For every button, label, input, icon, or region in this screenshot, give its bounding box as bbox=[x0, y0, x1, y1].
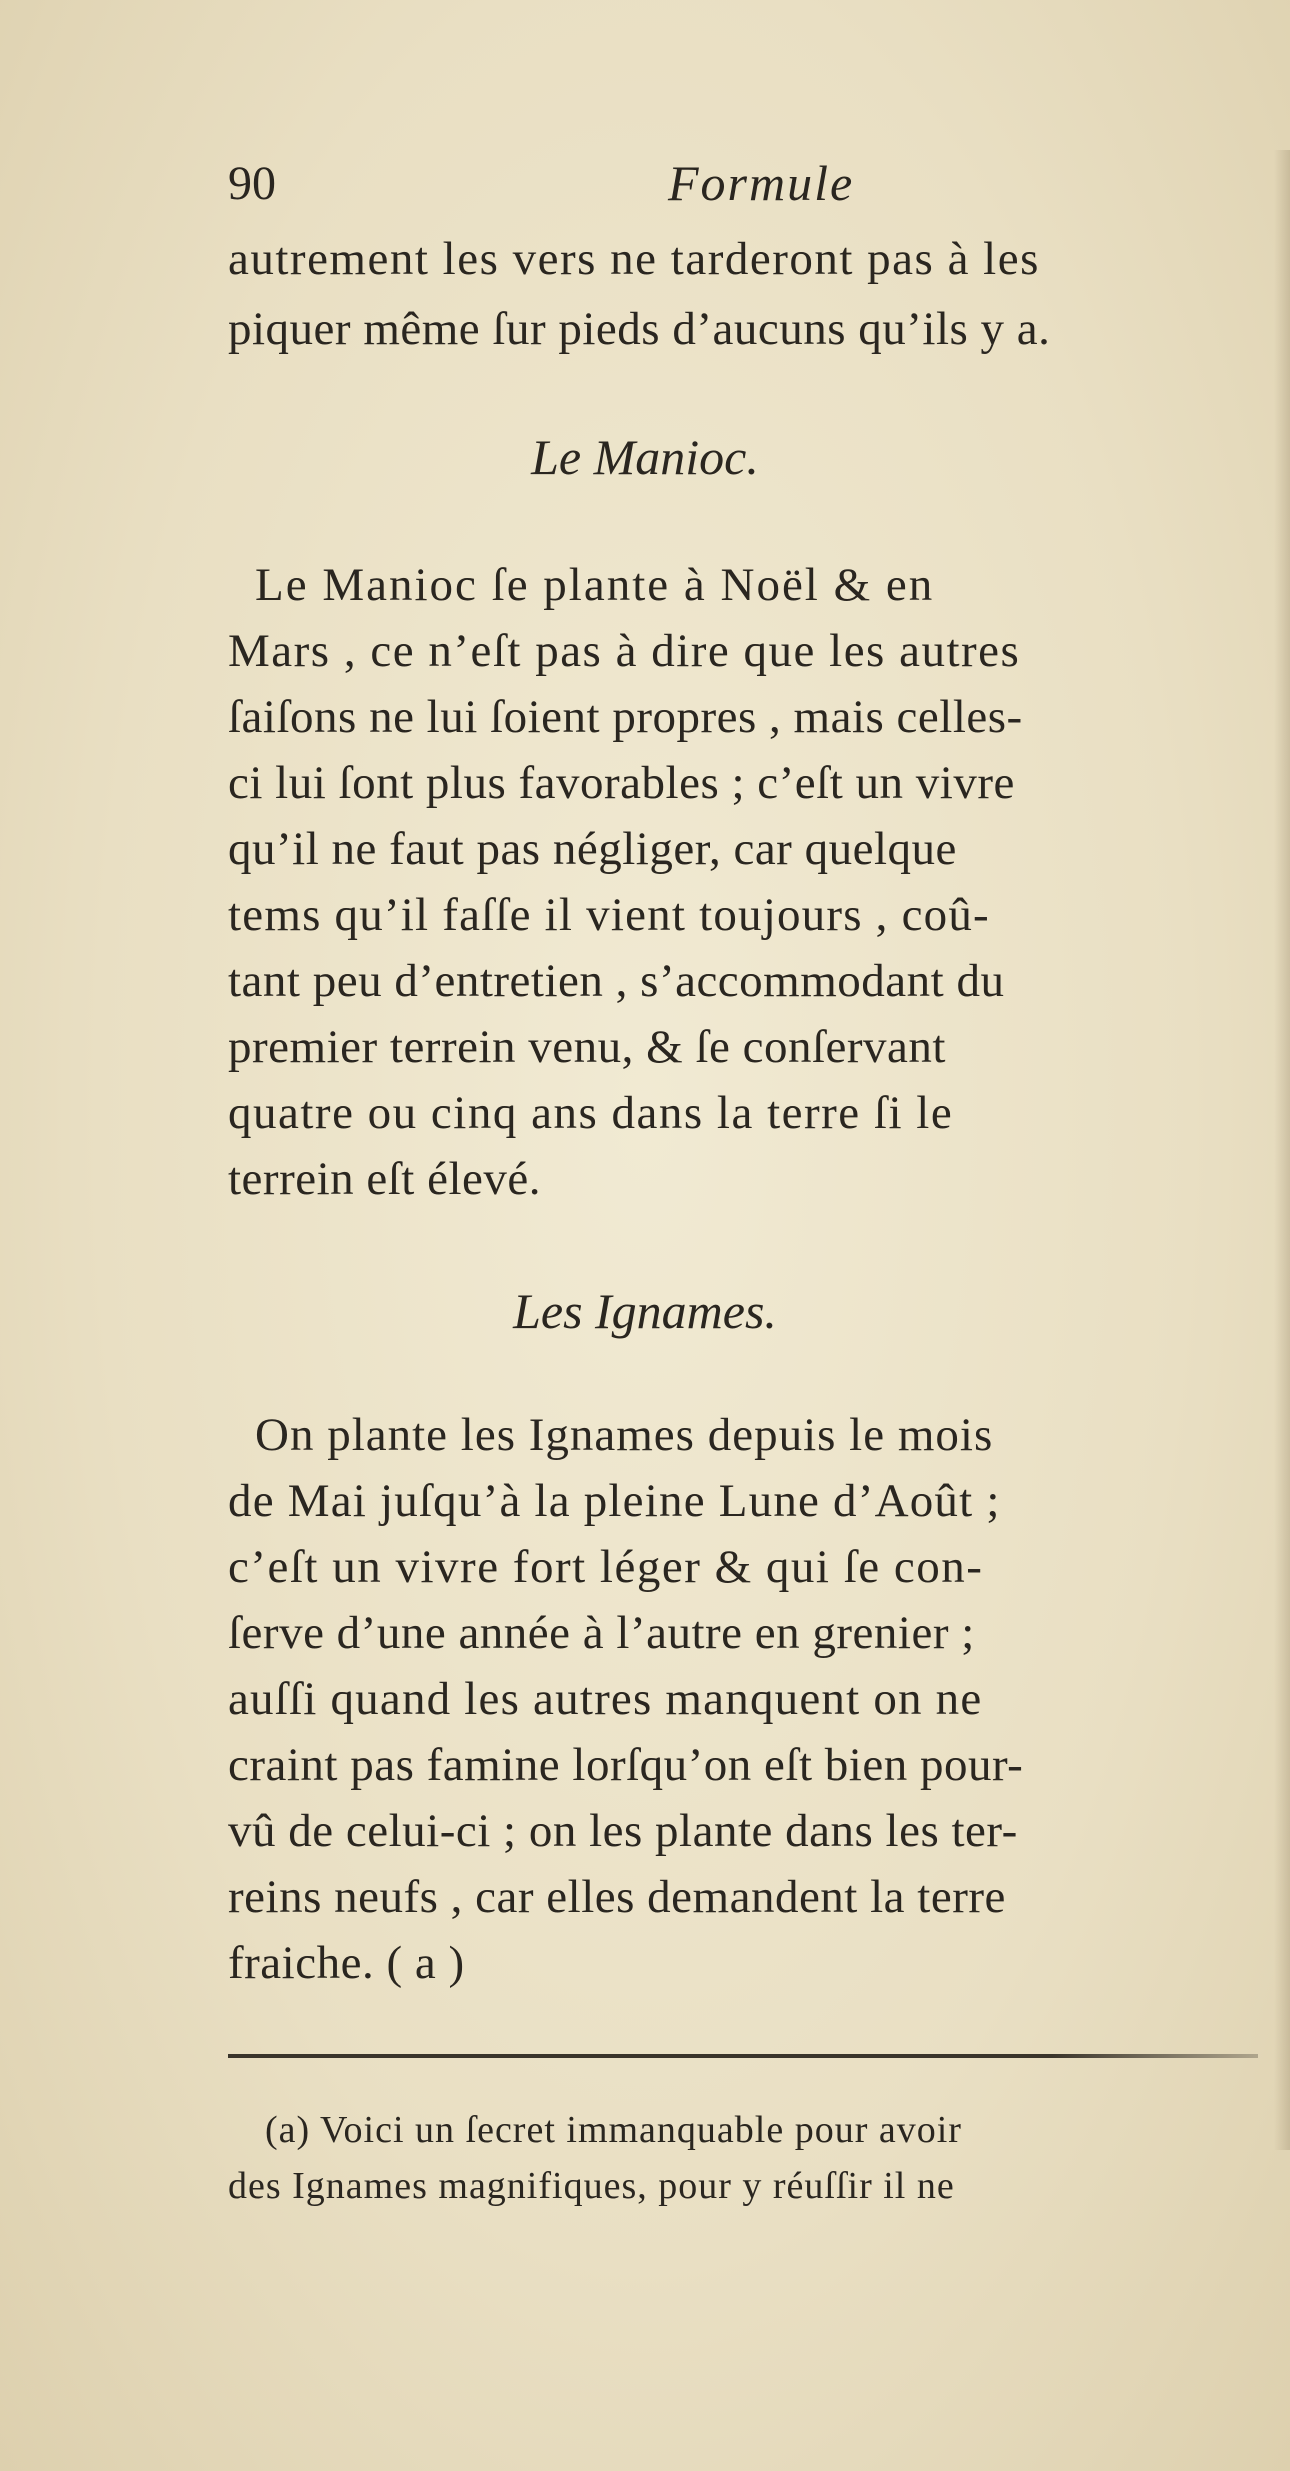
page-header bbox=[228, 150, 1228, 220]
text-line: autrement les vers ne tarderont pas à les bbox=[228, 233, 1040, 285]
running-title: Formule bbox=[668, 155, 855, 211]
section-heading-ignames: Les Ignames. bbox=[513, 1283, 777, 1339]
section-heading-manioc: Le Manioc. bbox=[531, 429, 759, 485]
text-line: craint pas famine lorſqu’on eſt bien pour- bbox=[228, 1739, 1024, 1791]
text-line: qu’il ne faut pas négliger, car quelque bbox=[228, 823, 957, 875]
footnote-line: (a) Voici un ſecret immanquable pour avoir bbox=[265, 2109, 962, 2151]
text-line: ſaiſons ne lui ſoient propres , mais celles- bbox=[228, 691, 1023, 743]
text-line: On plante les Ignames depuis le mois bbox=[255, 1409, 994, 1461]
footnote-line: des Ignames magnifiques, pour y réuſſir il ne bbox=[228, 2165, 955, 2207]
text-line: terrein eſt élevé. bbox=[228, 1153, 542, 1205]
text-line: Le Manioc ſe plante à Noël & en bbox=[255, 559, 935, 611]
text-line: ci lui ſont plus favorables ; c’eſt un vivre bbox=[228, 757, 1015, 809]
text-line: Mars , ce n’eſt pas à dire que les autres bbox=[228, 625, 1021, 677]
text-line: tems qu’il faſſe il vient toujours , coû- bbox=[228, 889, 990, 941]
text-line: tant peu d’entretien , s’accommodant du bbox=[228, 955, 1005, 1007]
text-line: de Mai juſqu’à la pleine Lune d’Août ; bbox=[228, 1475, 1001, 1527]
text-line: quatre ou cinq ans dans la terre ſi le bbox=[228, 1087, 954, 1139]
text-line: vû de celui-ci ; on les plante dans les ter- bbox=[228, 1805, 1018, 1857]
footnote-rule bbox=[228, 2054, 1258, 2058]
text-line: piquer même ſur pieds d’aucuns qu’ils y a. bbox=[228, 303, 1051, 355]
page-number: 90 bbox=[228, 157, 276, 210]
text-line: c’eſt un vivre fort léger & qui ſe con- bbox=[228, 1541, 984, 1593]
text-line: fraiche. ( a ) bbox=[228, 1937, 465, 1989]
text-line: ſerve d’une année à l’autre en grenier ; bbox=[228, 1607, 975, 1659]
text-line: premier terrein venu, & ſe conſervant bbox=[228, 1021, 946, 1073]
text-line: auſſi quand les autres manquent on ne bbox=[228, 1673, 983, 1725]
text-line: reins neufs , car elles demandent la terre bbox=[228, 1871, 1006, 1923]
